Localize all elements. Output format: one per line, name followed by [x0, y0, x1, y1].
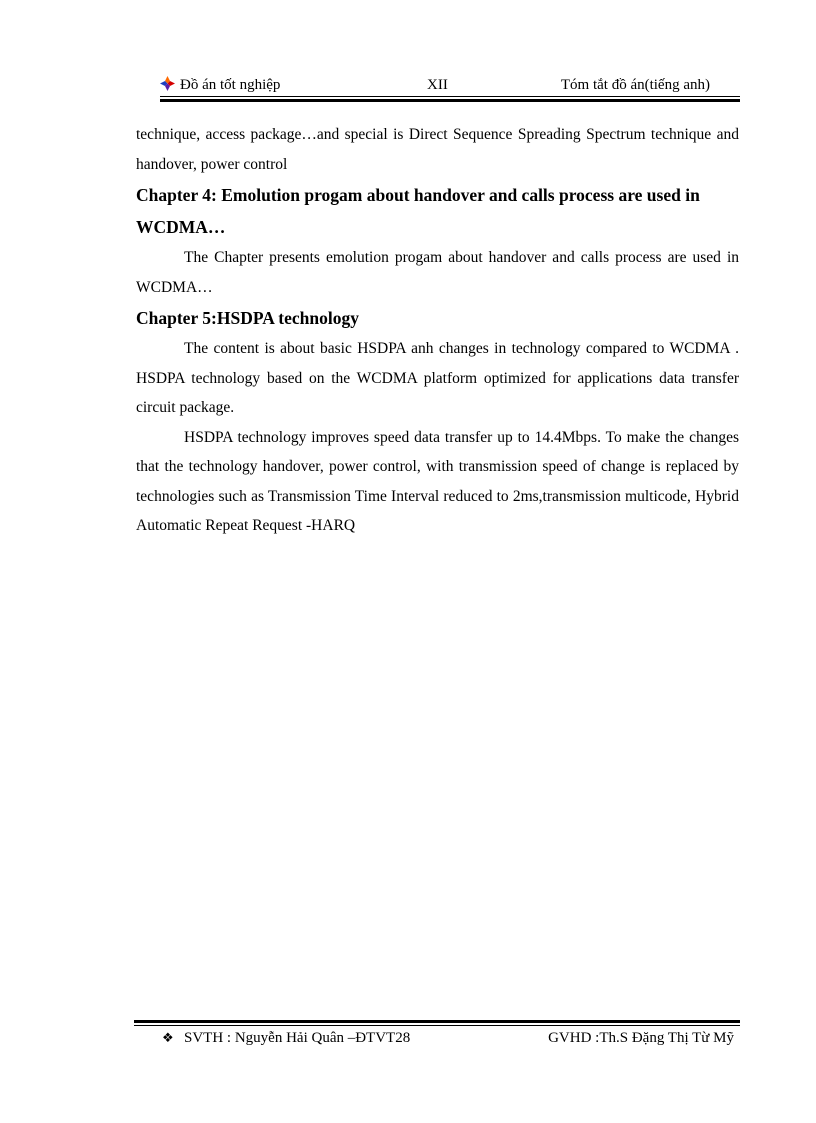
page-header — [160, 75, 740, 95]
header-left-text: Đồ án tốt nghiệp — [180, 77, 281, 93]
footer-supervisor: GVHD :Th.S Đặng Thị Từ Mỹ — [548, 1030, 734, 1046]
page-footer — [162, 1028, 734, 1048]
header-left — [160, 75, 280, 95]
header-section-title: Tóm tắt đồ án(tiếng anh) — [560, 77, 710, 93]
chapter-5-paragraph-2: HSDPA technology improves speed data transfer up to 14.4Mbps. To make the changes that the technology handover, power control, with transmission speed of change is replaced by technologies such as Transmission Time Interval reduced to 2ms,transmission multicode, Hybrid Automatic Repeat Request -HARQ — [136, 428, 739, 534]
paragraph-intro: technique, access package…and special is Direct Sequence Spreading Spectrum technique and handover, power control — [136, 126, 739, 173]
chapter-4-paragraph: The Chapter presents emolution progam about handover and calls process are used in WCDMA… — [136, 249, 739, 296]
header-rule — [160, 96, 740, 102]
diamond-bullet-icon: ❖ — [162, 1031, 174, 1046]
page-content — [136, 120, 739, 541]
footer-student-text: SVTH : Nguyễn Hải Quân –ĐTVT28 — [184, 1030, 411, 1046]
chapter-4-heading: Chapter 4: Emolution progam about handover and calls process are used in WCDMA… — [136, 185, 700, 237]
chapter-5-heading: Chapter 5:HSDPA technology — [136, 308, 359, 328]
header-page-number: XII — [427, 77, 448, 93]
footer-student — [162, 1028, 410, 1049]
flag-icon — [160, 76, 175, 91]
chapter-5-paragraph-1: The content is about basic HSDPA anh changes in technology compared to WCDMA . HSDPA technology based on the WCDMA platform optimized for applications data transfer circuit package. — [136, 340, 739, 416]
footer-rule — [134, 1020, 740, 1026]
